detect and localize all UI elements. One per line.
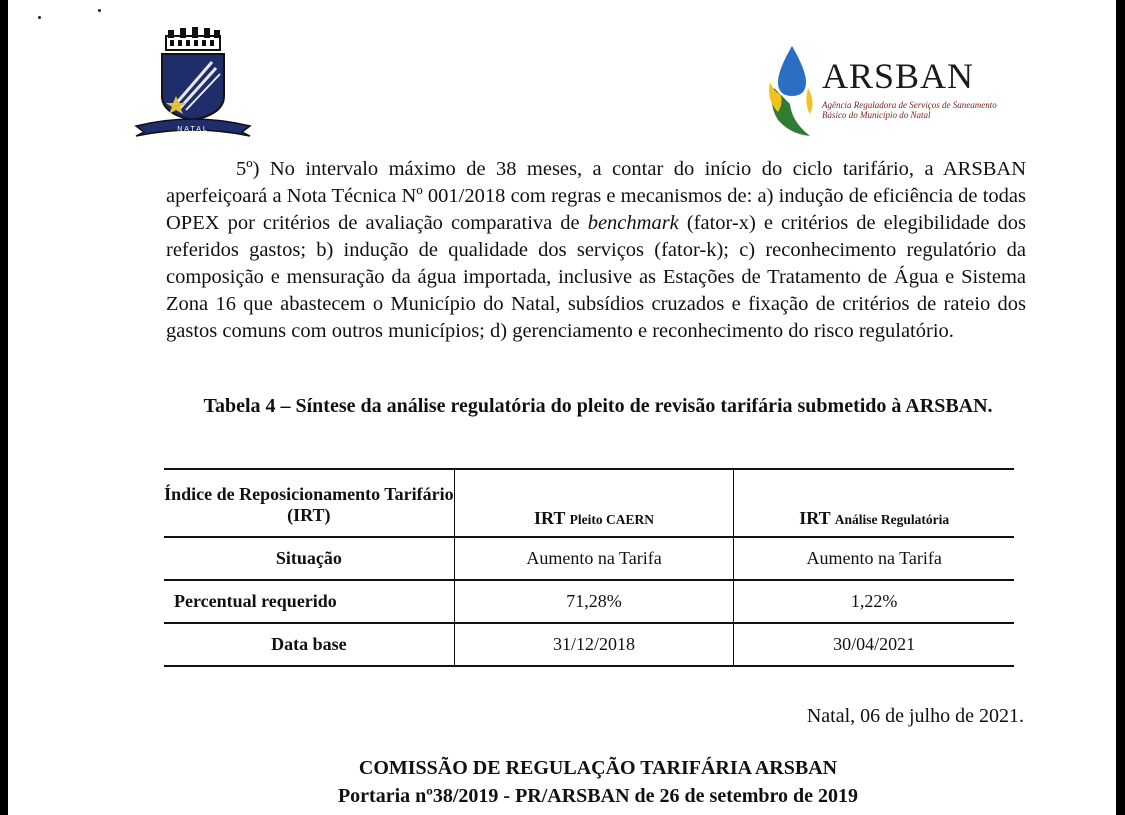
natal-coat-of-arms-logo <box>132 26 254 138</box>
row-caern-value: 71,28% <box>454 580 734 623</box>
row-caern-value: Aumento na Tarifa <box>454 537 734 580</box>
scan-speck <box>98 9 101 12</box>
header-irt-caern <box>454 469 734 537</box>
header-caern-main: IRT <box>534 507 566 528</box>
arsban-subtitle: Agência Reguladora de Serviços de Saneamento Básico do Município do Natal <box>822 100 997 120</box>
paragraph-italic-benchmark: benchmark <box>587 212 679 234</box>
paragraph-text-1: 5º) No intervalo máximo de 38 meses, a contar do início do ciclo tarifário, a ARSBAN aperfeiçoará a Nota Técnica Nº 001/2018 com regras e mecanismos de: a) indução de eficiência de todas OPEX por critérios de avaliação comparativa de <box>166 158 1026 234</box>
table-row <box>164 537 1014 580</box>
arsban-logo <box>764 42 1014 138</box>
table-header-row <box>164 469 1014 537</box>
row-label: Situação <box>164 537 454 580</box>
row-analise-value: 30/04/2021 <box>734 623 1014 666</box>
body-paragraph <box>166 156 1026 345</box>
table-caption: Tabela 4 – Síntese da análise regulatória do pleito de revisão tarifária submetido à ARSBAN. <box>203 395 993 417</box>
row-analise-value: 1,22% <box>734 580 1014 623</box>
paragraph-text-2: (fator-x) e critérios de elegibilidade dos referidos gastos; b) indução de qualidade dos serviços (fator-k); c) reconhecimento regulatório da composição e mensuração da água importada, inclusive as Estações de Tratamento de Água e Sistema Zona 16 que abastecem o Município do Natal, subsídios cruzados e fixação de critérios de rateio dos gastos comuns com outros municípios; d) gerenciamento e reconhecimento do risco regulatório. <box>166 212 1026 342</box>
document-page <box>8 0 1116 815</box>
irt-summary-table <box>164 468 1014 667</box>
header-analise-main: IRT <box>799 507 831 528</box>
date-line: Natal, 06 de julho de 2021. <box>806 705 1024 727</box>
header-irt-index: Índice de Reposicionamento Tarifário (IRT) <box>164 469 454 537</box>
table-row <box>164 623 1014 666</box>
arsban-drop-icon <box>764 42 820 138</box>
header-caern-small: Pleito CAERN <box>569 511 654 527</box>
header-irt-analise <box>734 469 1014 537</box>
header-analise-small: Análise Regulatória <box>834 511 950 527</box>
commission-block <box>158 754 1038 810</box>
table-row <box>164 580 1014 623</box>
arsban-wordmark: ARSBAN <box>822 56 975 96</box>
commission-title: COMISSÃO DE REGULAÇÃO TARIFÁRIA ARSBAN <box>358 757 838 779</box>
natal-ribbon-text: NATAL <box>177 126 209 133</box>
row-label: Percentual requerido <box>164 580 454 623</box>
commission-portaria: Portaria nº38/2019 - PR/ARSBAN de 26 de setembro de 2019 <box>337 785 859 807</box>
scan-speck <box>38 16 41 19</box>
row-label: Data base <box>164 623 454 666</box>
row-analise-value: Aumento na Tarifa <box>734 537 1014 580</box>
row-caern-value: 31/12/2018 <box>454 623 734 666</box>
